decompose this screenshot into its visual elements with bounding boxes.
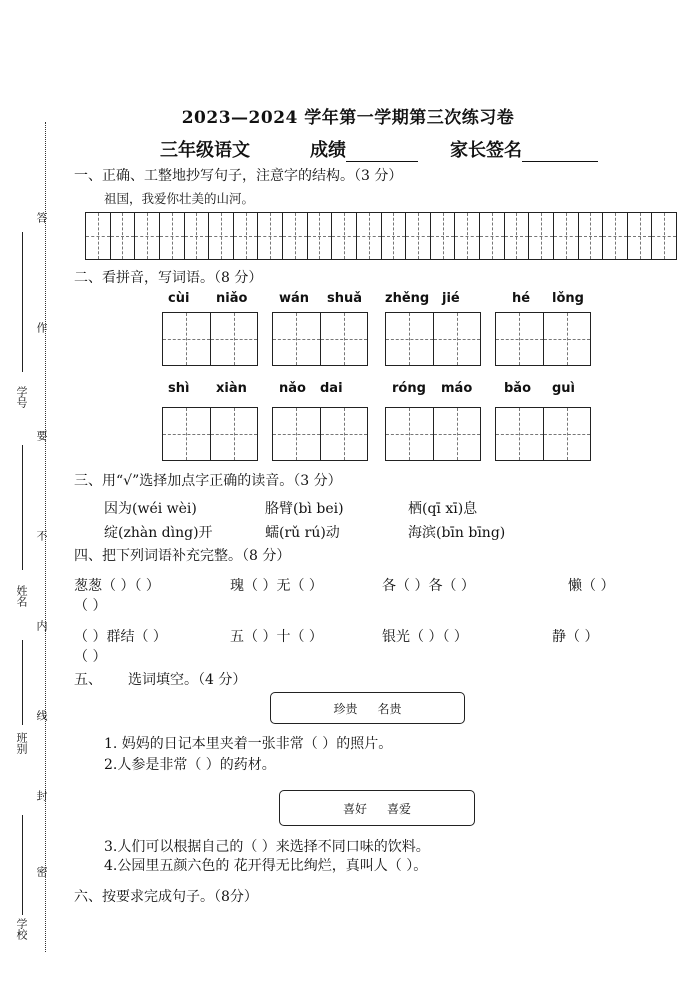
seal-char: 答 — [35, 212, 48, 223]
idiom-fill[interactable]: 葱葱（ ）（ ） — [74, 578, 160, 594]
number-line — [22, 232, 23, 372]
idiom-fill[interactable]: （ ）群结（ ） — [74, 629, 167, 645]
reading-choice[interactable]: 栖(qī xī)息 — [408, 501, 478, 517]
parent-sign-field — [450, 136, 598, 162]
seal-char: 要 — [35, 430, 48, 441]
score-blank[interactable] — [346, 143, 418, 162]
parent-sign-blank[interactable] — [522, 143, 598, 162]
reading-choice[interactable]: 蠕(rǔ rú)动 — [265, 525, 340, 541]
pinyin: nǎo — [279, 381, 306, 396]
school-line — [22, 815, 23, 915]
pinyin: wán — [279, 291, 310, 306]
pinyin: róng — [392, 381, 426, 396]
pinyin: bǎo — [504, 381, 532, 396]
seal-char: 密 — [35, 866, 48, 877]
page-title: 2023—2024 学年第一学期第三次练习卷 — [181, 108, 515, 128]
idiom-fill[interactable]: 各（ ）各（ ） — [382, 578, 475, 594]
idiom-fill[interactable]: 懒（ ） — [568, 578, 615, 594]
word-choice-box — [270, 692, 465, 724]
tianzige-box[interactable] — [162, 312, 258, 366]
reading-choice[interactable]: 海滨(bīn bīng) — [408, 525, 506, 541]
q3-heading: 三、用“√”选择加点字正确的读音。（3 分） — [74, 473, 342, 489]
pinyin: cùi — [168, 291, 190, 306]
word-option: 喜爱 — [387, 801, 412, 816]
reading-choice[interactable]: 胳臂(bì bei) — [265, 501, 344, 517]
pinyin: guì — [552, 381, 576, 396]
pinyin: shuǎ — [327, 291, 363, 306]
tianzige-box[interactable] — [272, 407, 368, 461]
fill-sentence[interactable]: 1. 妈妈的日记本里夹着一张非常（ ）的照片。 — [104, 736, 393, 752]
score-field — [310, 136, 418, 162]
fill-sentence[interactable]: 4.公园里五颜六色的 花开得无比绚烂，真叫人（ ）。 — [104, 858, 428, 874]
q1-heading: 一、正确、工整地抄写句子，注意字的结构。（3 分） — [74, 168, 403, 184]
field-school-label: 学校 — [15, 918, 28, 940]
reading-choice[interactable]: 因为(wéi wèi) — [104, 501, 197, 517]
name-line — [22, 445, 23, 570]
tianzige-box[interactable] — [385, 312, 481, 366]
word-option: 名贵 — [377, 701, 402, 716]
copy-writing-grid[interactable] — [85, 212, 677, 260]
reading-choice[interactable]: 绽(zhàn dìng)开 — [104, 525, 213, 541]
word-option: 喜好 — [342, 801, 367, 816]
tianzige-box[interactable] — [495, 407, 591, 461]
q5-heading-num: 五、 — [74, 672, 102, 688]
q2-heading: 二、看拼音，写词语。（8 分） — [74, 270, 263, 286]
tianzige-box[interactable] — [162, 407, 258, 461]
class-line — [22, 640, 23, 725]
grade-subject: 三年级语文 — [160, 140, 250, 161]
pinyin: máo — [441, 381, 473, 396]
idiom-fill[interactable]: 五（ ）十（ ） — [230, 629, 323, 645]
pinyin: niǎo — [216, 291, 248, 306]
seal-char: 不 — [35, 530, 48, 541]
pinyin: zhěng — [385, 291, 430, 306]
q6-heading: 六、按要求完成句子。（8分） — [74, 889, 258, 905]
parent-sign-label: 家长签名 — [450, 140, 522, 161]
pinyin: hé — [512, 291, 531, 306]
field-class-label: 班别 — [15, 732, 28, 754]
seal-char: 作 — [35, 322, 48, 333]
pinyin: xiàn — [216, 381, 247, 396]
fill-sentence[interactable]: 2.人参是非常（ ）的药材。 — [104, 757, 276, 773]
seal-char: 内 — [35, 620, 48, 631]
fill-sentence[interactable]: 3.人们可以根据自己的（ ）来选择不同口味的饮料。 — [104, 839, 430, 855]
pinyin: lǒng — [552, 291, 584, 306]
idiom-fill-wrap[interactable]: （ ） — [74, 598, 107, 614]
q4-heading: 四、把下列词语补充完整。（8 分） — [74, 548, 291, 564]
seal-char: 线 — [35, 710, 48, 721]
tianzige-box[interactable] — [272, 312, 368, 366]
pinyin: jié — [442, 291, 460, 306]
idiom-fill[interactable]: 银光（ ）（ ） — [382, 629, 468, 645]
field-name-label: 姓名 — [15, 585, 28, 607]
idiom-fill[interactable]: 静（ ） — [552, 629, 599, 645]
q1-sentence: 祖国，我爱你壮美的山河。 — [104, 191, 255, 206]
q5-heading: 选词填空。（4 分） — [128, 672, 247, 688]
word-option: 珍贵 — [333, 701, 358, 716]
tianzige-box[interactable] — [385, 407, 481, 461]
score-label: 成绩 — [310, 140, 346, 161]
idiom-fill[interactable]: 瑰（ ）无（ ） — [230, 578, 323, 594]
tianzige-box[interactable] — [495, 312, 591, 366]
field-number-label: 学号 — [15, 386, 28, 408]
seal-char: 封 — [35, 790, 48, 801]
pinyin: dai — [320, 381, 343, 396]
word-choice-box — [279, 790, 475, 826]
idiom-fill-wrap[interactable]: （ ） — [74, 649, 107, 665]
pinyin: shì — [168, 381, 190, 396]
